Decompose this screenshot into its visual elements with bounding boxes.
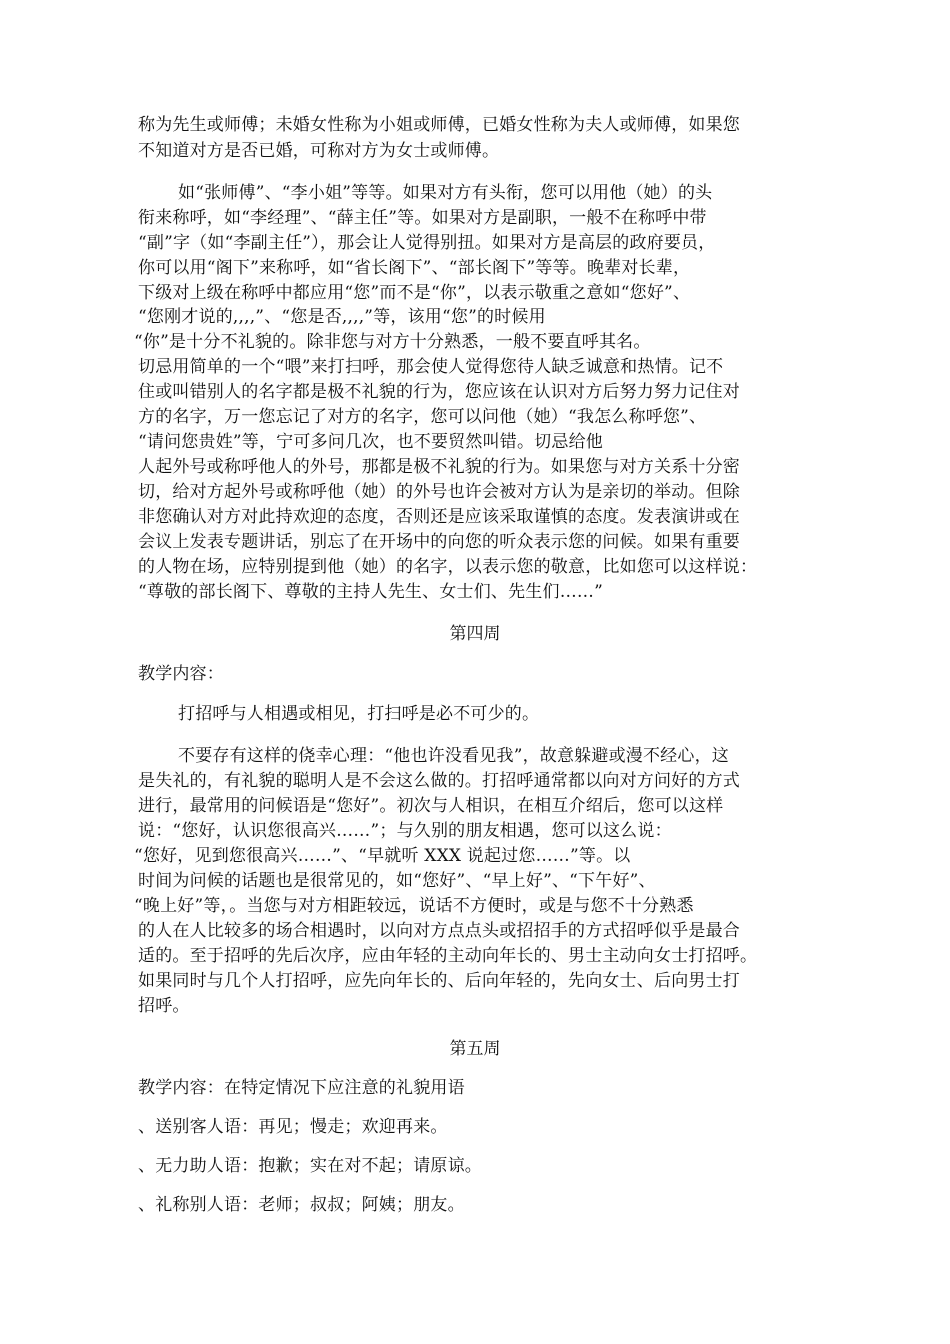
paragraph-line: 时间为问候的话题也是很常见的，如“您好”、“早上好”、“下午好”、: [138, 871, 656, 891]
paragraph-line: 招呼。: [138, 996, 190, 1016]
paragraph-line: 称为先生或师傅；未婚女性称为小姐或师傅，已婚女性称为夫人或师傅，如果您: [138, 115, 740, 135]
paragraph-line: 是失礼的，有礼貌的聪明人是不会这么做的。打招呼通常都以向对方问好的方式: [138, 771, 740, 791]
paragraph-line: 下级对上级在称呼中都应用“您”而不是“你”，以表示敬重之意如“您好”、: [138, 283, 691, 303]
paragraph-line: 方的名字，万一您忘记了对方的名字，您可以问他（她）“我怎么称呼您”、: [138, 407, 707, 427]
section-heading-week4: 第四周: [449, 624, 501, 644]
paragraph-line: 你可以用“阁下”来称呼，如“省长阁下”、“部长阁下”等等。晚辈对长辈，: [138, 258, 691, 278]
section-heading-week5: 第五周: [449, 1039, 501, 1059]
list-item: 、礼称别人语：老师；叔叔；阿姨；朋友。: [138, 1195, 465, 1215]
paragraph-line: 切，给对方起外号或称呼他（她）的外号也许会被对方认为是亲切的举动。但除: [138, 482, 740, 502]
list-item: 、送别客人语：再见；慢走；欢迎再来。: [138, 1117, 448, 1137]
paragraph-line: 切忌用简单的一个“喂”来打扫呼，那会使人觉得您待人缺乏诚意和热情。记不: [138, 357, 724, 377]
paragraph-line: 如“张师傅”、“李小姐”等等。如果对方有头衔，您可以用他（她）的头: [178, 183, 713, 203]
paragraph-line: “请问您贵姓”等，宁可多问几次，也不要贸然叫错。切忌给他: [138, 432, 603, 452]
paragraph-line: 的人物在场，应特别提到他（她）的名字，以表示您的敬意，比如您可以这样说：: [138, 557, 758, 577]
paragraph-line: “你”是十分不礼貌的。除非您与对方十分熟悉，一般不要直呼其名。: [134, 332, 651, 352]
paragraph-line: 说：“您好，认识您很高兴……”；与久别的朋友相遇，您可以这么说：: [138, 821, 672, 841]
list-item: 、无力助人语：抱歉；实在对不起；请原谅。: [138, 1156, 482, 1176]
paragraph-line: “您好，见到您很高兴……”、“早就听 XXX 说起过您……”等。以: [134, 846, 631, 866]
paragraph-line: “晚上好”等，。当您与对方相距较远，说话不方便时，或是与您不十分熟悉: [134, 896, 694, 916]
paragraph-line: “副”字（如“李副主任”），那会让人觉得别扭。如果对方是高层的政府要员，: [138, 233, 716, 253]
paragraph-line: 的人在人比较多的场合相遇时，以向对方点点头或招招手的方式招呼似乎是最合: [138, 921, 740, 941]
paragraph-line: 如果同时与几个人打招呼，应先向年长的、后向年轻的，先向女士、后向男士打: [138, 971, 740, 991]
paragraph-line: “您刚才说的,,,,”、“您是否,,,,”等，该用“您”的时候用: [138, 307, 546, 327]
section-label: 教学内容：在特定情况下应注意的礼貌用语: [138, 1078, 465, 1098]
paragraph-line: 打招呼与人相遇或相见，打扫呼是必不可少的。: [178, 704, 540, 724]
paragraph-line: 不知道对方是否已婚，可称对方为女士或师傅。: [138, 141, 500, 161]
paragraph-line: “尊敬的部长阁下、尊敬的主持人先生、女士们、先生们……”: [138, 582, 603, 602]
paragraph-line: 进行，最常用的问候语是“您好”。初次与人相识，在相互介绍后，您可以这样: [138, 796, 724, 816]
paragraph-line: 衔来称呼，如“李经理”、“薛主任”等。如果对方是副职，一般不在称呼中带: [138, 208, 707, 228]
paragraph-line: 非您确认对方对此持欢迎的态度，否则还是应该采取谨慎的态度。发表演讲或在: [138, 507, 740, 527]
paragraph-line: 会议上发表专题讲话，别忘了在开场中的向您的听众表示您的问候。如果有重要: [138, 532, 740, 552]
paragraph-line: 住或叫错别人的名字都是极不礼貌的行为，您应该在认识对方后努力努力记住对: [138, 382, 740, 402]
paragraph-line: 适的。至于招呼的先后次序，应由年轻的主动向年长的、男士主动向女士打招呼。: [138, 946, 758, 966]
section-label: 教学内容：: [138, 664, 224, 684]
paragraph-line: 人起外号或称呼他人的外号，那都是极不礼貌的行为。如果您与对方关系十分密: [138, 457, 740, 477]
paragraph-line: 不要存有这样的侥幸心理：“他也许没看见我”，故意躲避或漫不经心，这: [178, 746, 729, 766]
